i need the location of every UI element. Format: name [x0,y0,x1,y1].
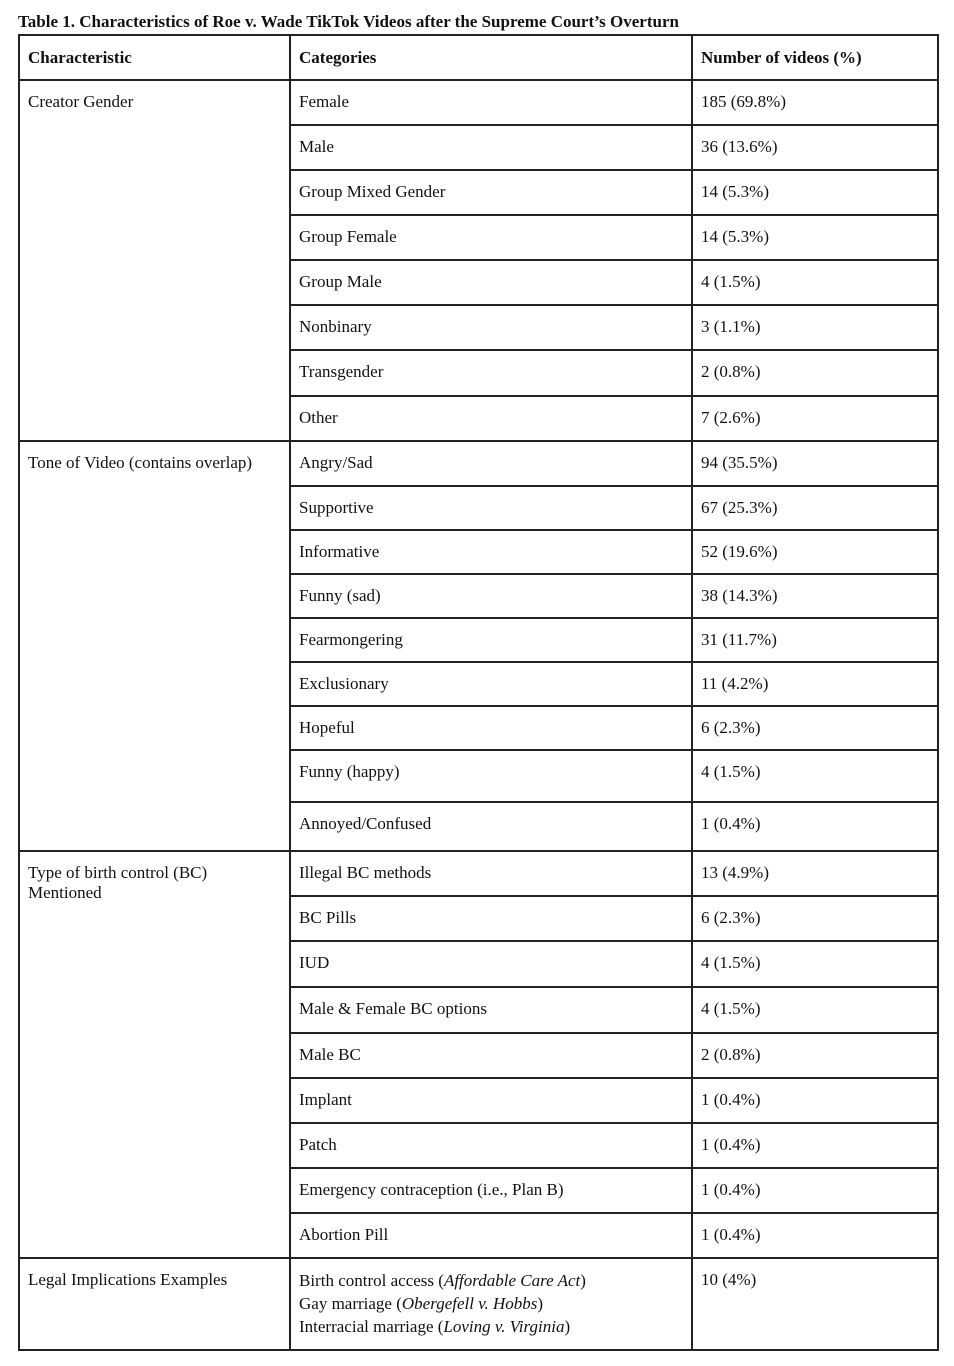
category-cell: Funny (happy) [290,750,692,802]
header-categories: Categories [290,35,692,80]
count-cell: 4 (1.5%) [692,941,938,987]
header-characteristic: Characteristic [19,35,290,80]
characteristic-line: Type of birth control (BC) [28,863,208,882]
category-cell: Male & Female BC options [290,987,692,1033]
count-cell: 4 (1.5%) [692,750,938,802]
count-cell: 1 (0.4%) [692,1168,938,1213]
count-cell: 185 (69.8%) [692,80,938,125]
table-header-row [19,35,938,80]
category-cell: Fearmongering [290,618,692,662]
count-cell: 38 (14.3%) [692,574,938,618]
category-cell: Group Female [290,215,692,260]
count-cell: 4 (1.5%) [692,260,938,305]
legal-example-line: Interracial marriage (Loving v. Virginia) [299,1317,571,1336]
table-row [19,851,938,896]
category-cell: Supportive [290,486,692,530]
count-cell: 7 (2.6%) [692,396,938,441]
category-cell: Patch [290,1123,692,1168]
count-cell: 94 (35.5%) [692,441,938,486]
count-cell: 10 (4%) [692,1258,938,1350]
category-cell: Group Mixed Gender [290,170,692,215]
count-cell: 14 (5.3%) [692,215,938,260]
category-cell: BC Pills [290,896,692,941]
characteristic-legal-implications: Legal Implications Examples [19,1258,290,1350]
count-cell: 2 (0.8%) [692,350,938,396]
category-cell: Annoyed/Confused [290,802,692,851]
category-cell: Informative [290,530,692,574]
category-cell: Male [290,125,692,170]
header-number-of-videos: Number of videos (%) [692,35,938,80]
count-cell: 13 (4.9%) [692,851,938,896]
count-cell: 6 (2.3%) [692,706,938,750]
table-row [19,80,938,125]
count-cell: 52 (19.6%) [692,530,938,574]
count-cell: 1 (0.4%) [692,1078,938,1123]
category-cell: Transgender [290,350,692,396]
category-cell: Abortion Pill [290,1213,692,1258]
category-cell: Group Male [290,260,692,305]
category-cell: Male BC [290,1033,692,1078]
count-cell: 1 (0.4%) [692,1213,938,1258]
characteristic-tone-of-video: Tone of Video (contains overlap) [19,441,290,851]
category-cell: IUD [290,941,692,987]
category-cell: Female [290,80,692,125]
table-caption: Table 1. Characteristics of Roe v. Wade TikTok Videos after the Supreme Court’s Overturn [18,12,679,31]
legal-example-line: Gay marriage (Obergefell v. Hobbs) [299,1294,544,1313]
characteristic-line: Mentioned [28,883,102,902]
category-cell: Other [290,396,692,441]
category-cell: Nonbinary [290,305,692,350]
count-cell: 6 (2.3%) [692,896,938,941]
count-cell: 11 (4.2%) [692,662,938,706]
count-cell: 1 (0.4%) [692,802,938,851]
category-cell: Implant [290,1078,692,1123]
table-row [19,441,938,486]
category-cell: Illegal BC methods [290,851,692,896]
count-cell: 3 (1.1%) [692,305,938,350]
legal-examples-cell [290,1258,692,1350]
category-cell: Funny (sad) [290,574,692,618]
count-cell: 1 (0.4%) [692,1123,938,1168]
characteristic-creator-gender: Creator Gender [19,80,290,441]
count-cell: 4 (1.5%) [692,987,938,1033]
count-cell: 36 (13.6%) [692,125,938,170]
characteristics-table [18,34,939,1351]
category-cell: Hopeful [290,706,692,750]
table-row [19,1258,938,1350]
count-cell: 67 (25.3%) [692,486,938,530]
category-cell: Angry/Sad [290,441,692,486]
count-cell: 31 (11.7%) [692,618,938,662]
count-cell: 14 (5.3%) [692,170,938,215]
category-cell: Exclusionary [290,662,692,706]
category-cell: Emergency contraception (i.e., Plan B) [290,1168,692,1213]
characteristic-birth-control-type [19,851,290,1258]
legal-example-line: Birth control access (Affordable Care Act) [299,1271,586,1290]
count-cell: 2 (0.8%) [692,1033,938,1078]
